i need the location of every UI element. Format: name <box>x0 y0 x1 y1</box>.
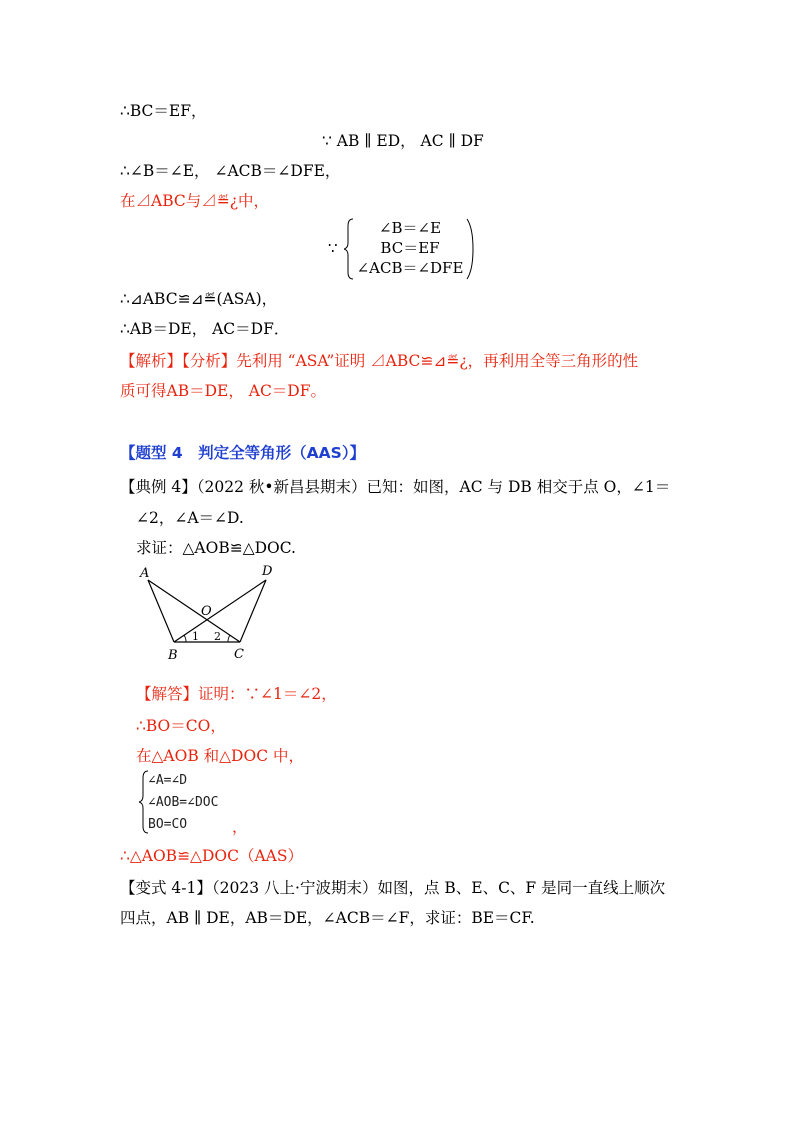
analysis-line-1: 【解析】【分析】先利用 “ASA”证明 ⊿ABC≌⊿≝¿，再利用全等三角形的性 <box>120 352 639 370</box>
label-o: O <box>201 604 212 619</box>
proof-line-bc-ef: ∴BC＝EF， <box>120 102 207 120</box>
answer-line-1: 【解答】证明：∵∠1＝∠2， <box>136 685 337 703</box>
variant-line-1: 【变式 4-1】（2023 八上·宁波期末）如图，点 B、E、C、F 是同一直线上顺次 <box>120 879 666 897</box>
proof-line-parallel: ∵ AB ∥ ED， AC ∥ DF <box>322 132 484 150</box>
triangle-figure <box>134 562 284 662</box>
proof-line-congruent-asa: ∴⊿ABC≌⊿≝(ASA)， <box>120 290 278 308</box>
label-d: D <box>262 564 273 579</box>
answer-conclusion: ∴△AOB≌△DOC（AAS） <box>120 847 303 865</box>
condition-angle-acb-dfe: ∠ACB＝∠DFE <box>356 259 464 277</box>
example-line-1: 【典例 4】（2022 秋•新昌县期末）已知：如图，AC 与 DB 相交于点 O，∠1＝ <box>120 478 671 496</box>
right-paren <box>466 218 476 280</box>
answer-line-3: 在△AOB 和△DOC 中， <box>136 747 304 765</box>
condition-angle-a-d: ∠A=∠D <box>148 773 188 788</box>
equation-system-aas <box>139 770 269 836</box>
proof-line-angles: ∴∠B＝∠E， ∠ACB＝∠DFE， <box>120 162 341 180</box>
label-a: A <box>140 566 150 581</box>
condition-bo-co: BO=CO <box>148 817 188 832</box>
left-brace <box>344 218 354 280</box>
variant-line-2: 四点，AB ∥ DE，AB＝DE，∠ACB＝∠F，求证：BE＝CF. <box>120 909 535 927</box>
equation-system-asa: ∵ ∠B＝∠E BC＝EF ∠ACB＝∠DFE <box>328 218 478 280</box>
answer-line-2: ∴BO＝CO， <box>136 717 226 735</box>
label-c: C <box>234 647 244 662</box>
system-trailing-comma: ， <box>232 818 248 836</box>
condition-angle-b-e: ∠B＝∠E <box>378 219 442 237</box>
analysis-line-2: 质可得AB＝DE， AC＝DF。 <box>120 382 326 400</box>
proof-line-conclusion: ∴AB＝DE， AC＝DF． <box>120 320 290 338</box>
condition-angle-aob-doc: ∠AOB=∠DOC <box>148 795 219 810</box>
example-line-2: ∠2，∠A＝∠D. <box>136 509 244 527</box>
condition-bc-ef: BC＝EF <box>380 239 440 257</box>
proof-line-in-triangles: 在⊿ABC与⊿≝¿中， <box>120 192 270 210</box>
section-heading: 【题型 4 判定全等角形（AAS）】 <box>120 444 366 462</box>
label-b: B <box>168 648 178 662</box>
example-line-3: 求证：△AOB≌△DOC. <box>136 539 296 557</box>
label-angle-1: 1 <box>192 630 199 643</box>
label-angle-2: 2 <box>214 630 221 643</box>
